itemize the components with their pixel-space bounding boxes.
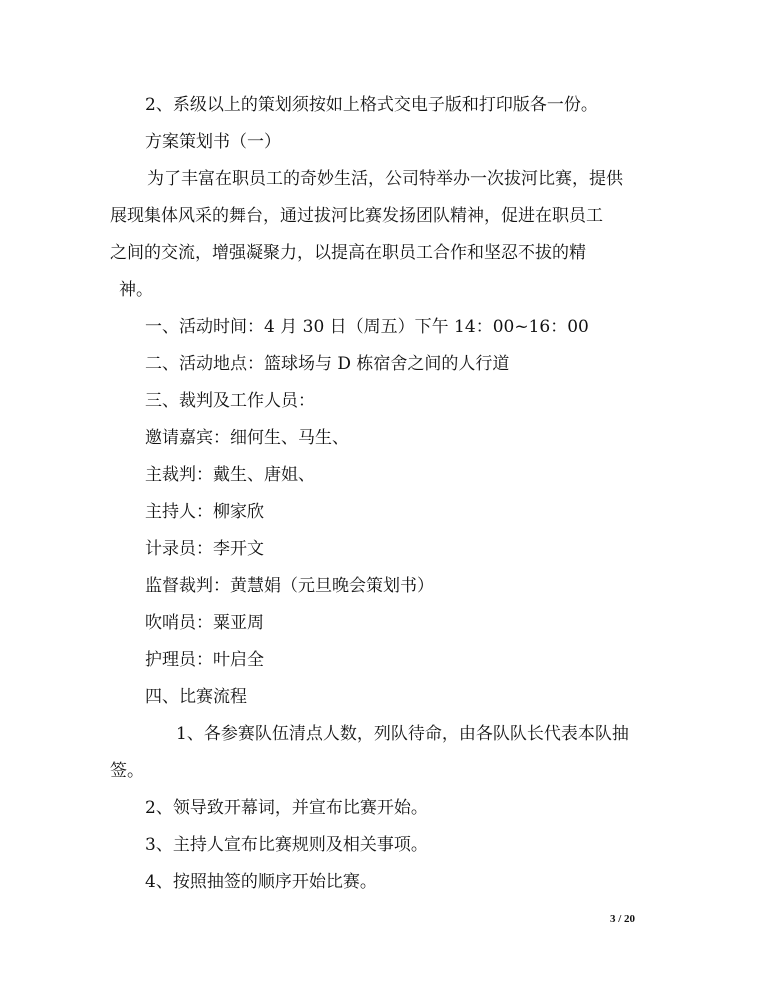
paragraph-line: 三、裁判及工作人员：: [145, 391, 315, 411]
paragraph-line: 邀请嘉宾：细何生、马生、: [145, 428, 349, 448]
section-title: 方案策划书（一）: [145, 132, 281, 152]
paragraph-line: 展现集体风采的舞台，通过拔河比赛发扬团队精神，促进在职员工: [110, 206, 603, 226]
paragraph-line: 1、各参赛队伍清点人数，列队待命，由各队队长代表本队抽: [176, 724, 629, 744]
paragraph-line: 签。: [110, 761, 144, 781]
paragraph-line: 吹哨员：粟亚周: [145, 613, 264, 633]
paragraph-line: 二、活动地点：篮球场与 D 栋宿舍之间的人行道: [145, 354, 510, 374]
paragraph-line: 3、主持人宣布比赛规则及相关事项。: [145, 835, 428, 855]
paragraph-line: 2、领导致开幕词，并宣布比赛开始。: [145, 798, 428, 818]
paragraph-line: 护理员：叶启全: [145, 650, 264, 670]
paragraph-line: 主裁判：戴生、唐姐、: [145, 465, 315, 485]
paragraph-line: 一、活动时间：4 月 30 日（周五）下午 14：00~16：00: [145, 317, 589, 337]
paragraph-line: 之间的交流，增强凝聚力，以提高在职员工合作和坚忍不拔的精: [110, 243, 586, 263]
paragraph-line: 四、比赛流程: [145, 687, 247, 707]
paragraph-line: 4、按照抽签的顺序开始比赛。: [145, 872, 377, 892]
paragraph-line: 主持人：柳家欣: [145, 502, 264, 522]
page-number: 3 / 20: [610, 913, 636, 925]
paragraph-line: 2、系级以上的策划须按如上格式交电子版和打印版各一份。: [145, 95, 598, 115]
paragraph-line: 神。: [119, 280, 153, 300]
paragraph-line: 为了丰富在职员工的奇妙生活，公司特举办一次拔河比赛，提供: [147, 169, 623, 189]
paragraph-line: 计录员：李开文: [145, 539, 264, 559]
paragraph-line: 监督裁判：黄慧娟（元旦晚会策划书）: [145, 576, 434, 596]
